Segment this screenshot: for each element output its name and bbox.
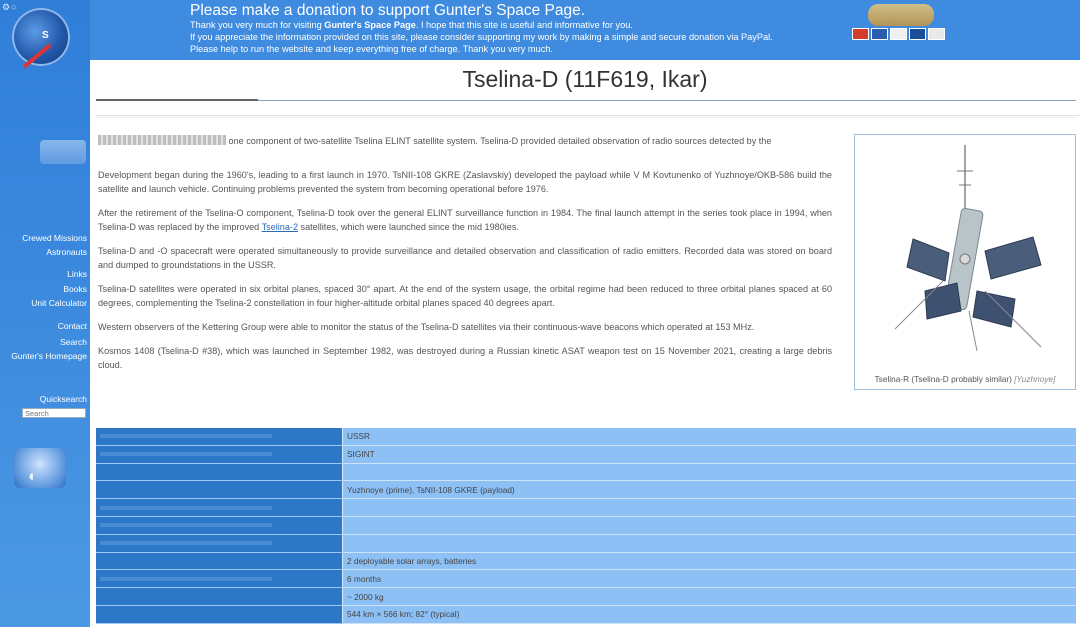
obscured-label bbox=[100, 577, 272, 581]
article-paragraph-7: Kosmos 1408 (Tselina-D #38), which was launched in September 1982, was destroyed during a Russian kinetic ASAT weapon test on 15 November 2021, creating a large debris cloud. bbox=[98, 346, 832, 370]
obscured-label bbox=[100, 434, 272, 438]
article-paragraph-2: Development began during the 1960's, leading to a first launch in 1970. TsNII-108 GKRE (Zaslavskiy) developed the payload while V M Kovtunenko of Yuzhnoye/OKB-586 build the satellite and launch vehicle. Continuing problems prevented the system from becoming operational before 1976. bbox=[98, 170, 832, 194]
sidebar-navigation bbox=[0, 0, 90, 627]
obscured-text bbox=[98, 135, 226, 145]
quicksearch-label: Quicksearch bbox=[39, 394, 87, 404]
specs-value-equipment bbox=[343, 499, 1077, 517]
specs-label bbox=[96, 428, 343, 445]
donation-line-1 bbox=[190, 20, 633, 30]
article-paragraph-3 bbox=[98, 206, 832, 234]
tselina-2-link[interactable]: Tselina-2 bbox=[261, 222, 299, 232]
figure-credit: [Yuzhnoye] bbox=[1014, 374, 1056, 384]
donation-banner bbox=[90, 0, 1080, 60]
specs-label bbox=[96, 499, 343, 517]
logo-rocket-fin bbox=[23, 44, 52, 69]
specs-label bbox=[96, 552, 343, 570]
sidebar-link-unit-calculator[interactable]: Unit Calculator bbox=[31, 298, 87, 308]
specs-value-power: 2 deployable solar arrays, batteries bbox=[343, 552, 1077, 570]
article-paragraph-1 bbox=[98, 134, 832, 148]
sidebar-link-astronauts[interactable]: Astronauts bbox=[46, 247, 87, 257]
specs-row-operator bbox=[96, 463, 1076, 481]
site-logo[interactable] bbox=[12, 8, 70, 66]
title-divider-accent bbox=[96, 99, 258, 101]
quicksearch-input[interactable] bbox=[22, 408, 86, 418]
logo-text: S bbox=[42, 30, 49, 41]
specs-label bbox=[96, 445, 343, 463]
figure-caption-text: Tselina-R (Tselina-D probably similar) bbox=[874, 374, 1012, 384]
obscured-label bbox=[100, 506, 272, 510]
specs-label bbox=[96, 605, 343, 623]
breadcrumb-divider-2 bbox=[96, 117, 1076, 118]
card-icon-bank bbox=[928, 28, 945, 40]
specs-label bbox=[96, 463, 343, 481]
specs-row-orbit bbox=[96, 605, 1076, 623]
specs-label bbox=[96, 570, 343, 588]
sidebar-link-contact[interactable]: Contact bbox=[57, 321, 87, 331]
sidebar-link-books[interactable]: Books bbox=[63, 284, 87, 294]
specs-row-contractors bbox=[96, 481, 1076, 499]
breadcrumb-divider bbox=[96, 115, 1080, 116]
donation-line-1-pre: Thank you very much for visiting bbox=[190, 20, 325, 30]
obscured-label bbox=[100, 452, 272, 456]
article-paragraph-5: Tselina-D satellites were operated in six orbital planes, spaced 30° apart. At the end of the system usage, the orbital regime had been reduced to three orbital planes spaced at 60 degrees, complementing the Tselina-2 constellation in four higher-altitude orbital planes spaced 40 degrees apart. bbox=[98, 284, 832, 308]
sidebar-link-links[interactable]: Links bbox=[67, 269, 87, 279]
sidebar-link-crewed-missions[interactable]: Crewed Missions bbox=[22, 233, 87, 243]
specs-value-mass: ~ 2000 kg bbox=[343, 588, 1077, 606]
satellite-figure bbox=[854, 134, 1076, 390]
specs-value-contractors: Yuzhnoye (prime), TsNII-108 GKRE (payload) bbox=[343, 481, 1077, 499]
donate-button-image[interactable] bbox=[868, 4, 934, 26]
specs-label bbox=[96, 534, 343, 552]
donation-line-2: If you appreciate the information provided on this site, please consider supporting my work by making a simple and secure donation via PayPal. bbox=[190, 32, 773, 42]
obscured-label bbox=[100, 523, 272, 527]
article-paragraph-3-post: satellites, which were launched since the mid 1980ies. bbox=[298, 222, 519, 232]
article-paragraph-4: Tselina-D and -O spacecraft were operated simultaneously to provide surveillance and detailed observation and classification of radio emitters. Recorded data was stored on board and dumped to groundstations in the USSR. bbox=[98, 246, 832, 270]
specs-label bbox=[96, 481, 343, 499]
settings-icon[interactable]: ⚙ bbox=[2, 2, 11, 12]
donation-title: Please make a donation to support Gunter's Space Page. bbox=[190, 2, 586, 19]
specs-row-equipment bbox=[96, 499, 1076, 517]
sidebar-link-gunters-homepage[interactable]: Gunter's Homepage bbox=[11, 351, 87, 361]
card-icon-amex bbox=[890, 28, 907, 40]
specs-value-lifetime: 6 months bbox=[343, 570, 1077, 588]
article-paragraph-6: Western observers of the Kettering Group were able to monitor the status of the Tselina-D satellites via their continuous-wave beacons which operated at 153 MHz. bbox=[98, 322, 755, 332]
card-icon-visa bbox=[871, 28, 888, 40]
specs-value-configuration bbox=[343, 516, 1077, 534]
circle-icon[interactable]: ○ bbox=[11, 2, 17, 12]
donation-line-3: Please help to run the website and keep everything free of charge. Thank you very much. bbox=[190, 44, 553, 54]
card-icon-discover bbox=[909, 28, 926, 40]
card-icon-mastercard bbox=[852, 28, 869, 40]
specs-row-propulsion bbox=[96, 534, 1076, 552]
wallpaper-banner-image[interactable] bbox=[14, 448, 66, 488]
specs-row-nation bbox=[96, 428, 1076, 445]
specs-row-type bbox=[96, 445, 1076, 463]
figure-caption bbox=[855, 374, 1075, 384]
specs-row-power bbox=[96, 552, 1076, 570]
specs-row-mass bbox=[96, 588, 1076, 606]
satellite-image[interactable] bbox=[865, 141, 1065, 369]
specs-value-propulsion bbox=[343, 534, 1077, 552]
donation-line-1-post: . I hope that this site is useful and informative for you. bbox=[415, 20, 633, 30]
sidebar-badge-image[interactable] bbox=[40, 140, 86, 164]
page-title: Tselina-D (11F619, Ikar) bbox=[462, 66, 708, 92]
specs-value-nation: USSR bbox=[343, 428, 1077, 445]
specs-value-type: SIGINT bbox=[343, 445, 1077, 463]
article-body bbox=[98, 134, 832, 382]
obscured-label bbox=[100, 541, 272, 545]
specs-row-configuration bbox=[96, 516, 1076, 534]
specs-label bbox=[96, 588, 343, 606]
article-paragraph-3-pre: After the retirement of the Tselina-O component, Tselina-D took over the general ELINT surveillance function in 1984. The final launch attempt in the series took place in 1994, when Tselina-D was replaced by the improved bbox=[98, 208, 832, 232]
specs-value-orbit: 544 km × 566 km; 82° (typical) bbox=[343, 605, 1077, 623]
specs-value-operator bbox=[343, 463, 1077, 481]
wallpaper-banner-mark: ◐ bbox=[28, 468, 38, 485]
article-paragraph-1-text: one component of two-satellite Tselina ELINT satellite system. Tselina-D provided detailed observation of radio sources detected by the bbox=[228, 136, 772, 146]
donation-site-name: Gunter's Space Page bbox=[324, 20, 416, 30]
payment-cards[interactable] bbox=[852, 28, 945, 39]
sidebar-link-search[interactable]: Search bbox=[60, 337, 87, 347]
specs-row-lifetime bbox=[96, 570, 1076, 588]
specs-label bbox=[96, 516, 343, 534]
spacecraft-specs-table bbox=[96, 428, 1076, 624]
